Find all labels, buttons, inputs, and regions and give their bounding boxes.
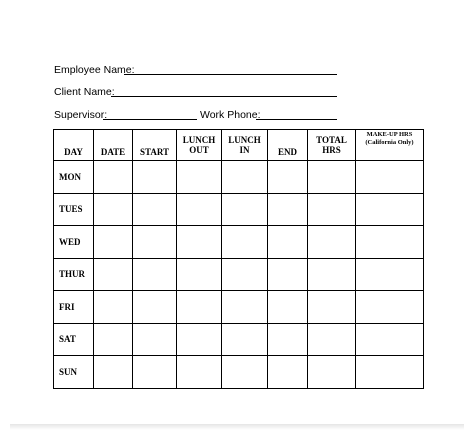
header-makeup-hrs-line1: MAKE-UP HRS (366, 131, 413, 138)
lunch-in-cell[interactable] (222, 258, 268, 291)
page-shadow (10, 424, 464, 430)
total-hrs-cell[interactable] (308, 161, 356, 194)
header-lunch-out-line1: LUNCH (182, 135, 216, 145)
header-lunch-in-line2: IN (239, 145, 250, 155)
lunch-in-cell[interactable] (222, 226, 268, 259)
header-end: END (268, 130, 308, 161)
end-cell[interactable] (268, 193, 308, 226)
start-cell[interactable] (133, 161, 177, 194)
end-cell[interactable] (268, 226, 308, 259)
start-cell[interactable] (133, 323, 177, 356)
start-cell[interactable] (133, 356, 177, 389)
lunch-out-cell[interactable] (177, 161, 222, 194)
day-label: WED (54, 226, 94, 259)
total-hrs-cell[interactable] (308, 356, 356, 389)
lunch-out-cell[interactable] (177, 356, 222, 389)
total-hrs-cell[interactable] (308, 193, 356, 226)
lunch-in-cell[interactable] (222, 291, 268, 324)
header-day: DAY (54, 130, 94, 161)
table-row (54, 323, 424, 356)
lunch-out-cell[interactable] (177, 258, 222, 291)
makeup-hrs-cell[interactable] (356, 291, 424, 324)
date-cell[interactable] (94, 291, 133, 324)
header-total-hrs (308, 130, 356, 161)
makeup-hrs-cell[interactable] (356, 193, 424, 226)
date-cell[interactable] (94, 161, 133, 194)
date-cell[interactable] (94, 356, 133, 389)
makeup-hrs-cell[interactable] (356, 226, 424, 259)
lunch-out-cell[interactable] (177, 291, 222, 324)
day-label: THUR (54, 258, 94, 291)
supervisor-label: Supervisor: (54, 109, 108, 121)
lunch-out-cell[interactable] (177, 193, 222, 226)
end-cell[interactable] (268, 323, 308, 356)
makeup-hrs-cell[interactable] (356, 356, 424, 389)
start-cell[interactable] (133, 258, 177, 291)
day-label: MON (54, 161, 94, 194)
table-row (54, 258, 424, 291)
makeup-hrs-cell[interactable] (356, 258, 424, 291)
header-lunch-in (222, 130, 268, 161)
end-cell[interactable] (268, 161, 308, 194)
total-hrs-cell[interactable] (308, 323, 356, 356)
day-label: SAT (54, 323, 94, 356)
header-lunch-out-line2: OUT (189, 145, 209, 155)
header-date: DATE (94, 130, 133, 161)
header-lunch-in-line1: LUNCH (228, 135, 261, 145)
employee-name-label: Employee Name: (54, 64, 135, 76)
table-row (54, 226, 424, 259)
day-label: FRI (54, 291, 94, 324)
work-phone-label: Work Phone: (200, 109, 261, 121)
table-row (54, 193, 424, 226)
end-cell[interactable] (268, 258, 308, 291)
date-cell[interactable] (94, 193, 133, 226)
day-label: TUES (54, 193, 94, 226)
supervisor-field[interactable] (103, 119, 197, 120)
timesheet-table (53, 129, 424, 389)
employee-name-field[interactable] (124, 74, 337, 75)
date-cell[interactable] (94, 226, 133, 259)
header-lunch-out (177, 130, 222, 161)
lunch-out-cell[interactable] (177, 226, 222, 259)
lunch-in-cell[interactable] (222, 193, 268, 226)
header-row (54, 130, 424, 161)
end-cell[interactable] (268, 356, 308, 389)
total-hrs-cell[interactable] (308, 291, 356, 324)
client-name-label: Client Name: (54, 86, 115, 98)
lunch-in-cell[interactable] (222, 323, 268, 356)
table-row (54, 161, 424, 194)
makeup-hrs-cell[interactable] (356, 323, 424, 356)
table-row (54, 291, 424, 324)
day-label: SUN (54, 356, 94, 389)
lunch-in-cell[interactable] (222, 161, 268, 194)
start-cell[interactable] (133, 193, 177, 226)
header-makeup-hrs-line2: (California Only) (365, 139, 414, 146)
work-phone-field[interactable] (256, 119, 337, 120)
end-cell[interactable] (268, 291, 308, 324)
lunch-out-cell[interactable] (177, 323, 222, 356)
lunch-in-cell[interactable] (222, 356, 268, 389)
client-name-field[interactable] (111, 96, 337, 97)
header-makeup-hrs (356, 130, 424, 161)
total-hrs-cell[interactable] (308, 258, 356, 291)
start-cell[interactable] (133, 226, 177, 259)
date-cell[interactable] (94, 323, 133, 356)
total-hrs-cell[interactable] (308, 226, 356, 259)
header-total-hrs-line2: HRS (322, 145, 341, 155)
header-total-hrs-line1: TOTAL (316, 135, 347, 145)
date-cell[interactable] (94, 258, 133, 291)
table-row (54, 356, 424, 389)
header-start: START (133, 130, 177, 161)
makeup-hrs-cell[interactable] (356, 161, 424, 194)
start-cell[interactable] (133, 291, 177, 324)
